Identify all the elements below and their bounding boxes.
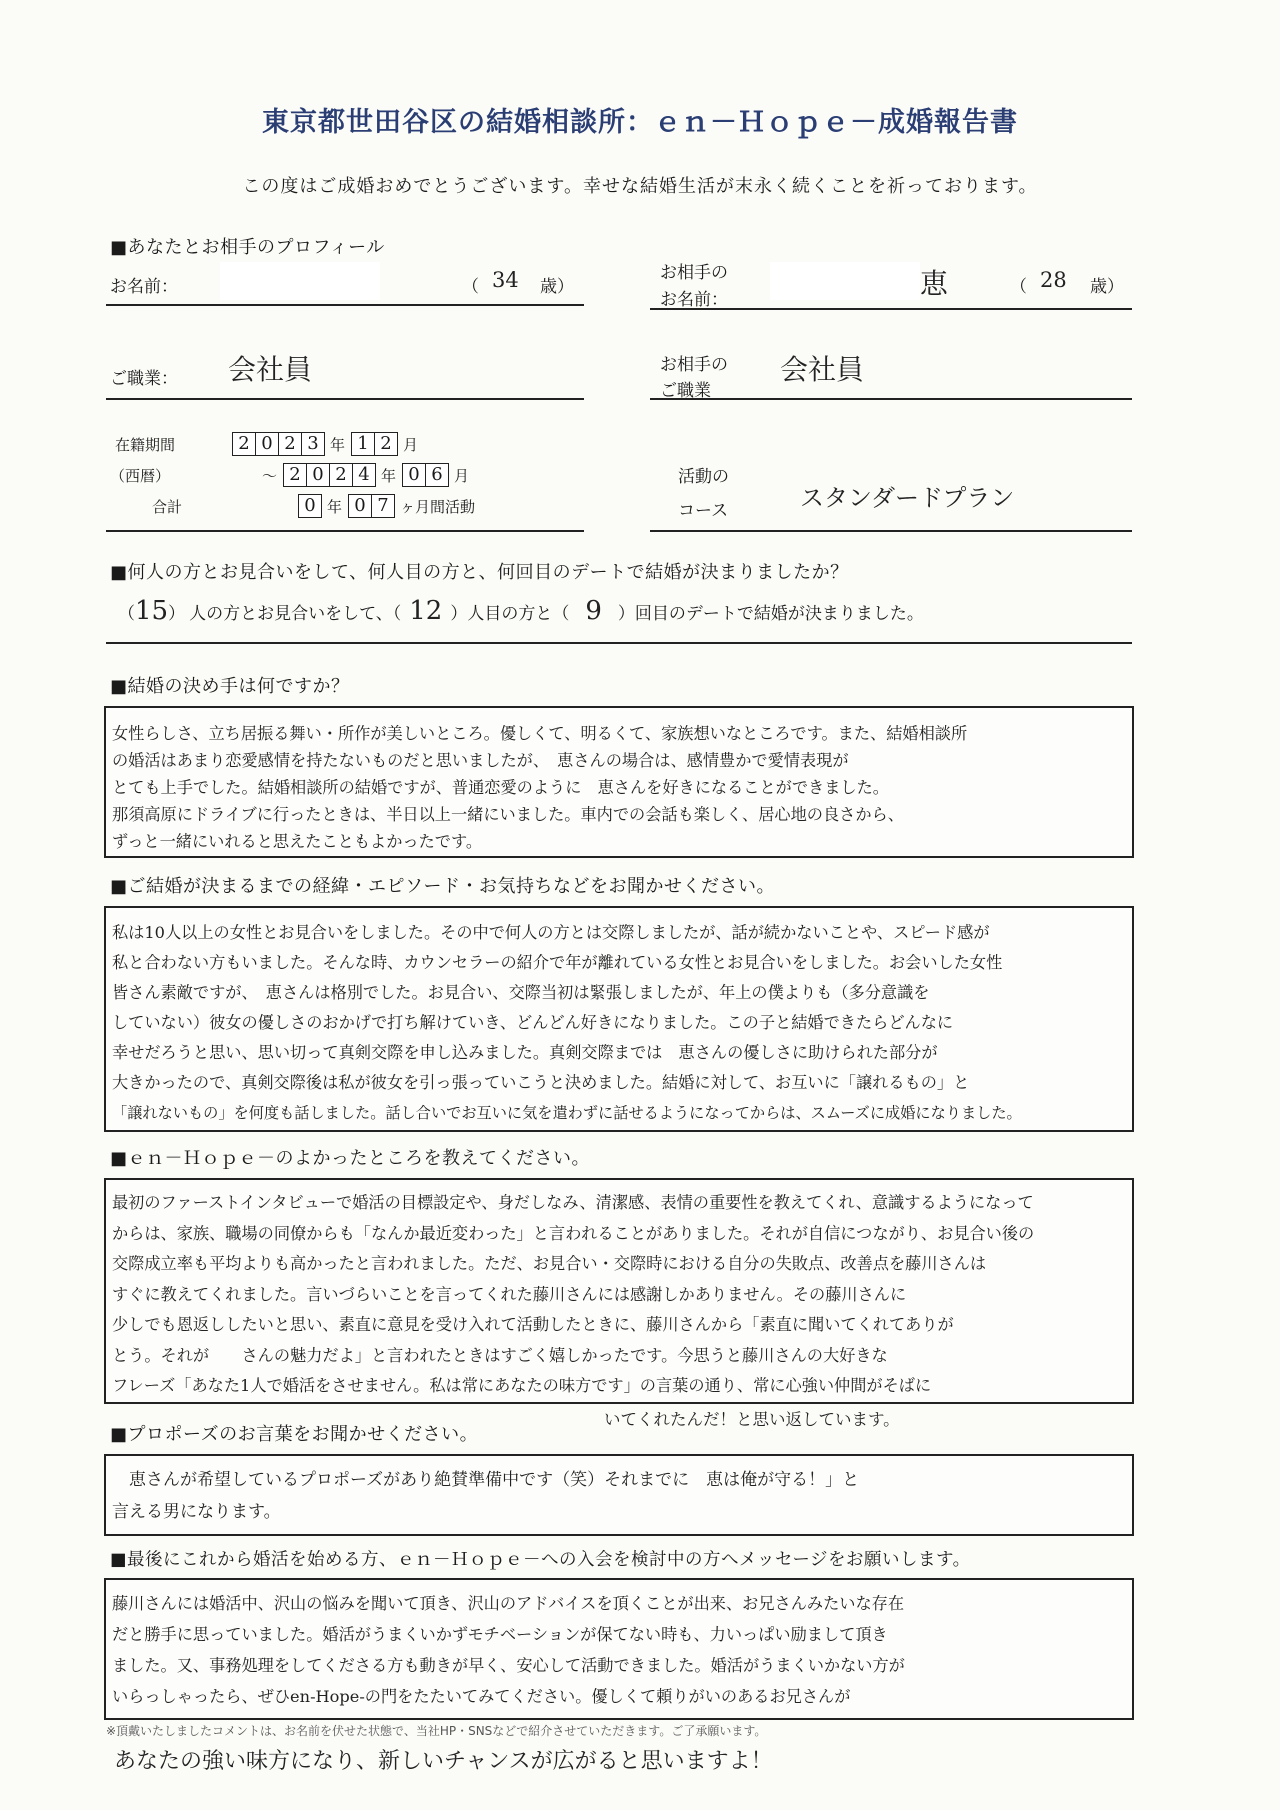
digit-cell: 2 [329,463,353,487]
message-overflow: あなたの強い味方になり、新しいチャンスが広がると思いますよ！ [114,1749,773,1774]
year-unit: 年 [381,466,397,485]
answer-line: 恵さんが希望しているプロポーズがあり絶賛準備中です（笑）それまでに 恵は俺が守る！」と [112,1470,860,1490]
digit-cell: 3 [301,432,325,456]
answer-line: 幸せだろうと思い、思い切って真剣交際を申し込みました。真剣交際までは 恵さんの優しさに助けられた部分が [112,1043,938,1062]
partner-name-label-1: お相手の [660,263,728,283]
digit-cell: 0 [402,463,426,487]
good-points-question: ■ｅｎ－Ｈｏｐｅ－のよかったところを教えてください。 [110,1148,591,1169]
answer-line: とう。それが さんの魅力だよ」と言われたときはすごく嬉しかったです。今思うと藤川さんの大好きな [112,1345,888,1365]
greeting: この度はご成婚おめでとうございます。幸せな結婚生活が末永く続くことを祈っております。 [242,176,1038,197]
digit-cell: 2 [278,432,302,456]
answer-line: すぐに教えてくれました。言いづらいことを言ってくれた藤川さんには感謝しかありません。その藤川さんに [112,1284,907,1304]
job-label: ご職業： [110,369,178,389]
answer-line: していない）彼女の優しさのおかげで打ち解けていき、どんどん好きになりました。この子と結婚できたらどんなに [112,1013,954,1032]
month-unit: 月 [403,435,419,454]
name-underline [106,304,584,306]
total-year-cells [298,494,321,518]
nth-person: 12 [409,596,443,626]
good-points-overflow: いてくれたんだ！と思い返しています。 [604,1410,900,1429]
answer-line: 藤川さんには婚活中、沢山の悩みを聞いて頂き、沢山のアドバイスを頂くことが出来、お兄さんみたいな存在 [112,1594,905,1613]
partner-job-value: 会社員 [780,353,865,386]
partner-job-label-2: ご職業 [660,381,711,401]
end-date [262,463,469,487]
period-label: 在籍期間 [115,436,176,454]
answer-line: 大きかったので、真剣交際後は私が彼女を引っ張っていこうと決めました。結婚に対して、お互いに「譲れるもの」と [112,1073,970,1092]
digit-cell: 2 [374,432,398,456]
message-question: ■最後にこれから婚活を始める方、ｅｎ－Ｈｏｐｅ－への入会を検討中の方へメッセージをお願いします。 [110,1550,971,1570]
start-year-cells [232,432,324,456]
date-count: 9 [585,596,602,626]
course-label-2: コース [678,501,729,521]
course-label-1: 活動の [678,467,729,487]
answer-line: の婚活はあまり恋愛感情を持たないものだと思いましたが、 恵さんの場合は、感情豊かで愛情表現が [112,751,849,770]
digit-cell: 6 [425,463,449,487]
partner-job-label-1: お相手の [660,355,728,375]
meetings-text-3: ）回目のデートで結婚が決まりました。 [617,604,924,624]
end-year-cells [283,463,375,487]
answer-line: からは、家族、職場の同僚からも「なんか最近変わった」と言われることがありました。それが自信につながり、お見合い後の [112,1223,1035,1243]
answer-line: ました。又、事務処理をしてくださる方も動きが早く、安心して活動できました。婚活がうまくいかない方が [112,1656,905,1675]
answer-line: だと勝手に思っていました。婚活がうまくいかずモチベーションが保てない時も、力いっぱい励まして頂き [112,1625,888,1644]
course-underline [650,530,1132,532]
answer-line: いらっしゃったら、ぜひen-Hope-の門をたたいてみてください。優しくて頼りがいのあるお兄さんが [112,1687,851,1706]
episode-question: ■ご結婚が決まるまでの経緯・エピソード・お気持ちなどをお聞かせください。 [110,876,776,897]
paren-close: ） [168,604,186,624]
answer-line: 「譲れないもの」を何度も話しました。話し合いでお互いに気を遣わずに話せるようになってからは、スムーズに成婚になりました。 [112,1104,1022,1122]
proposal-question: ■プロポーズのお言葉をお聞かせください。 [110,1424,479,1445]
answer-line: 最初のファーストインタビューで婚活の目標設定や、身だしなみ、清潔感、表情の重要性を教えてくれ、意識するようになって [112,1193,1034,1212]
month-unit: 月 [454,466,470,485]
footnote: ※頂戴いたしましたコメントは、お名前を伏せた状態で、当社HP・SNSなどで紹介させていただきます。ご了承願います。 [106,1724,767,1738]
partner-name-label-2: お名前： [660,290,728,310]
digit-cell: 7 [371,494,395,518]
deciding-answer-box [104,706,1134,858]
digit-cell: 2 [283,463,307,487]
answer-line: ずっと一緒にいれると思えたこともよかったです。 [112,832,483,851]
total-label: 合計 [152,498,183,516]
proposal-answer-box [104,1454,1134,1536]
digit-cell: 0 [298,494,322,518]
partner-name-redaction [770,262,920,300]
deciding-question: ■結婚の決め手は何ですか？ [110,676,350,697]
job-underline [106,398,584,400]
age-value: 34 [492,268,519,292]
people-count: 15 [135,596,169,626]
answer-line: フレーズ「あなた1人で婚活をさせません。私は常にあなたの味方です」の言葉の通り、常に心強い仲間がそばに [112,1376,932,1395]
meetings-text-1: 人の方とお見合いをして、（ [189,604,402,624]
answer-line: 私は10人以上の女性とお見合いをしました。その中で何人の方とは交際しましたが、話が続かないことや、スピード感が [112,923,990,942]
digit-cell: 4 [352,463,376,487]
good-points-answer-box [104,1178,1134,1404]
partner-job-underline [650,398,1132,400]
year-unit: 年 [330,435,346,454]
total-month-cells [348,494,394,518]
era-label: （西暦） [110,467,171,485]
message-answer-box [104,1578,1134,1720]
meetings-question: ■何人の方とお見合いをして、何人目の方と、何回目のデートで結婚が決まりましたか？ [110,562,849,583]
answer-line: 言える男になります。 [112,1502,281,1522]
tilde: ～ [262,466,278,485]
meetings-text-2: ）人目の方と（ [450,604,570,624]
meetings-answer [118,596,924,626]
digit-cell: 0 [348,494,372,518]
name-label: お名前： [110,277,178,297]
partner-age-close: 歳） [1090,277,1124,297]
start-date [232,432,418,456]
answer-line: とても上手でした。結婚相談所の結婚ですが、普通恋愛のように 恵さんを好きになることができました。 [112,778,889,797]
start-month-cells [351,432,397,456]
age-close: 歳） [540,277,574,297]
activity-months-unit: ヶ月間活動 [400,497,476,516]
year-unit: 年 [327,497,343,516]
answer-line: 皆さん素敵ですが、 恵さんは格別でした。お見合い、交際当初は緊張しましたが、年上の僕よりも（多分意識を [112,983,930,1002]
job-value: 会社員 [228,353,313,386]
end-month-cells [402,463,448,487]
period-underline [106,530,584,532]
answer-line: 少しでも恩返ししたいと思い、素直に意見を受け入れて活動したときに、藤川さんから「素直に聞いてくれてありが [112,1315,954,1334]
digit-cell: 0 [306,463,330,487]
partner-age-open: （ [1010,277,1027,297]
course-value: スタンダードプラン [800,484,1015,512]
age-open: （ [462,277,479,297]
page-title: 東京都世田谷区の結婚相談所：ｅｎ－Ｈｏｐｅ－成婚報告書 [262,107,1018,138]
total-duration [298,494,475,518]
answer-line: 那須高原にドライブに行ったときは、半日以上一緒にいました。車内での会話も楽しく、居心地の良さから、 [112,805,904,824]
episode-answer-box [104,906,1134,1132]
digit-cell: 1 [351,432,375,456]
meetings-underline [106,642,1132,644]
answer-line: 交際成立率も平均よりも高かったと言われました。ただ、お見合い・交際時における自分の失敗点、改善点を藤川さんは [112,1254,987,1273]
partner-name-underline [650,308,1132,310]
profile-heading: ■あなたとお相手のプロフィール [110,237,385,258]
answer-line: 女性らしさ、立ち居振る舞い・所作が美しいところ。優しくて、明るくて、家族想いなところです。また、結婚相談所 [112,724,968,743]
partner-age-value: 28 [1040,268,1067,292]
partner-name-suffix: 恵 [920,267,949,300]
digit-cell: 0 [255,432,279,456]
name-redaction [220,262,380,300]
digit-cell: 2 [232,432,256,456]
paren-open: （ [118,604,135,624]
answer-line: 私と合わない方もいました。そんな時、カウンセラーの紹介で年が離れている女性とお見合いをしました。お会いした女性 [112,953,1003,972]
